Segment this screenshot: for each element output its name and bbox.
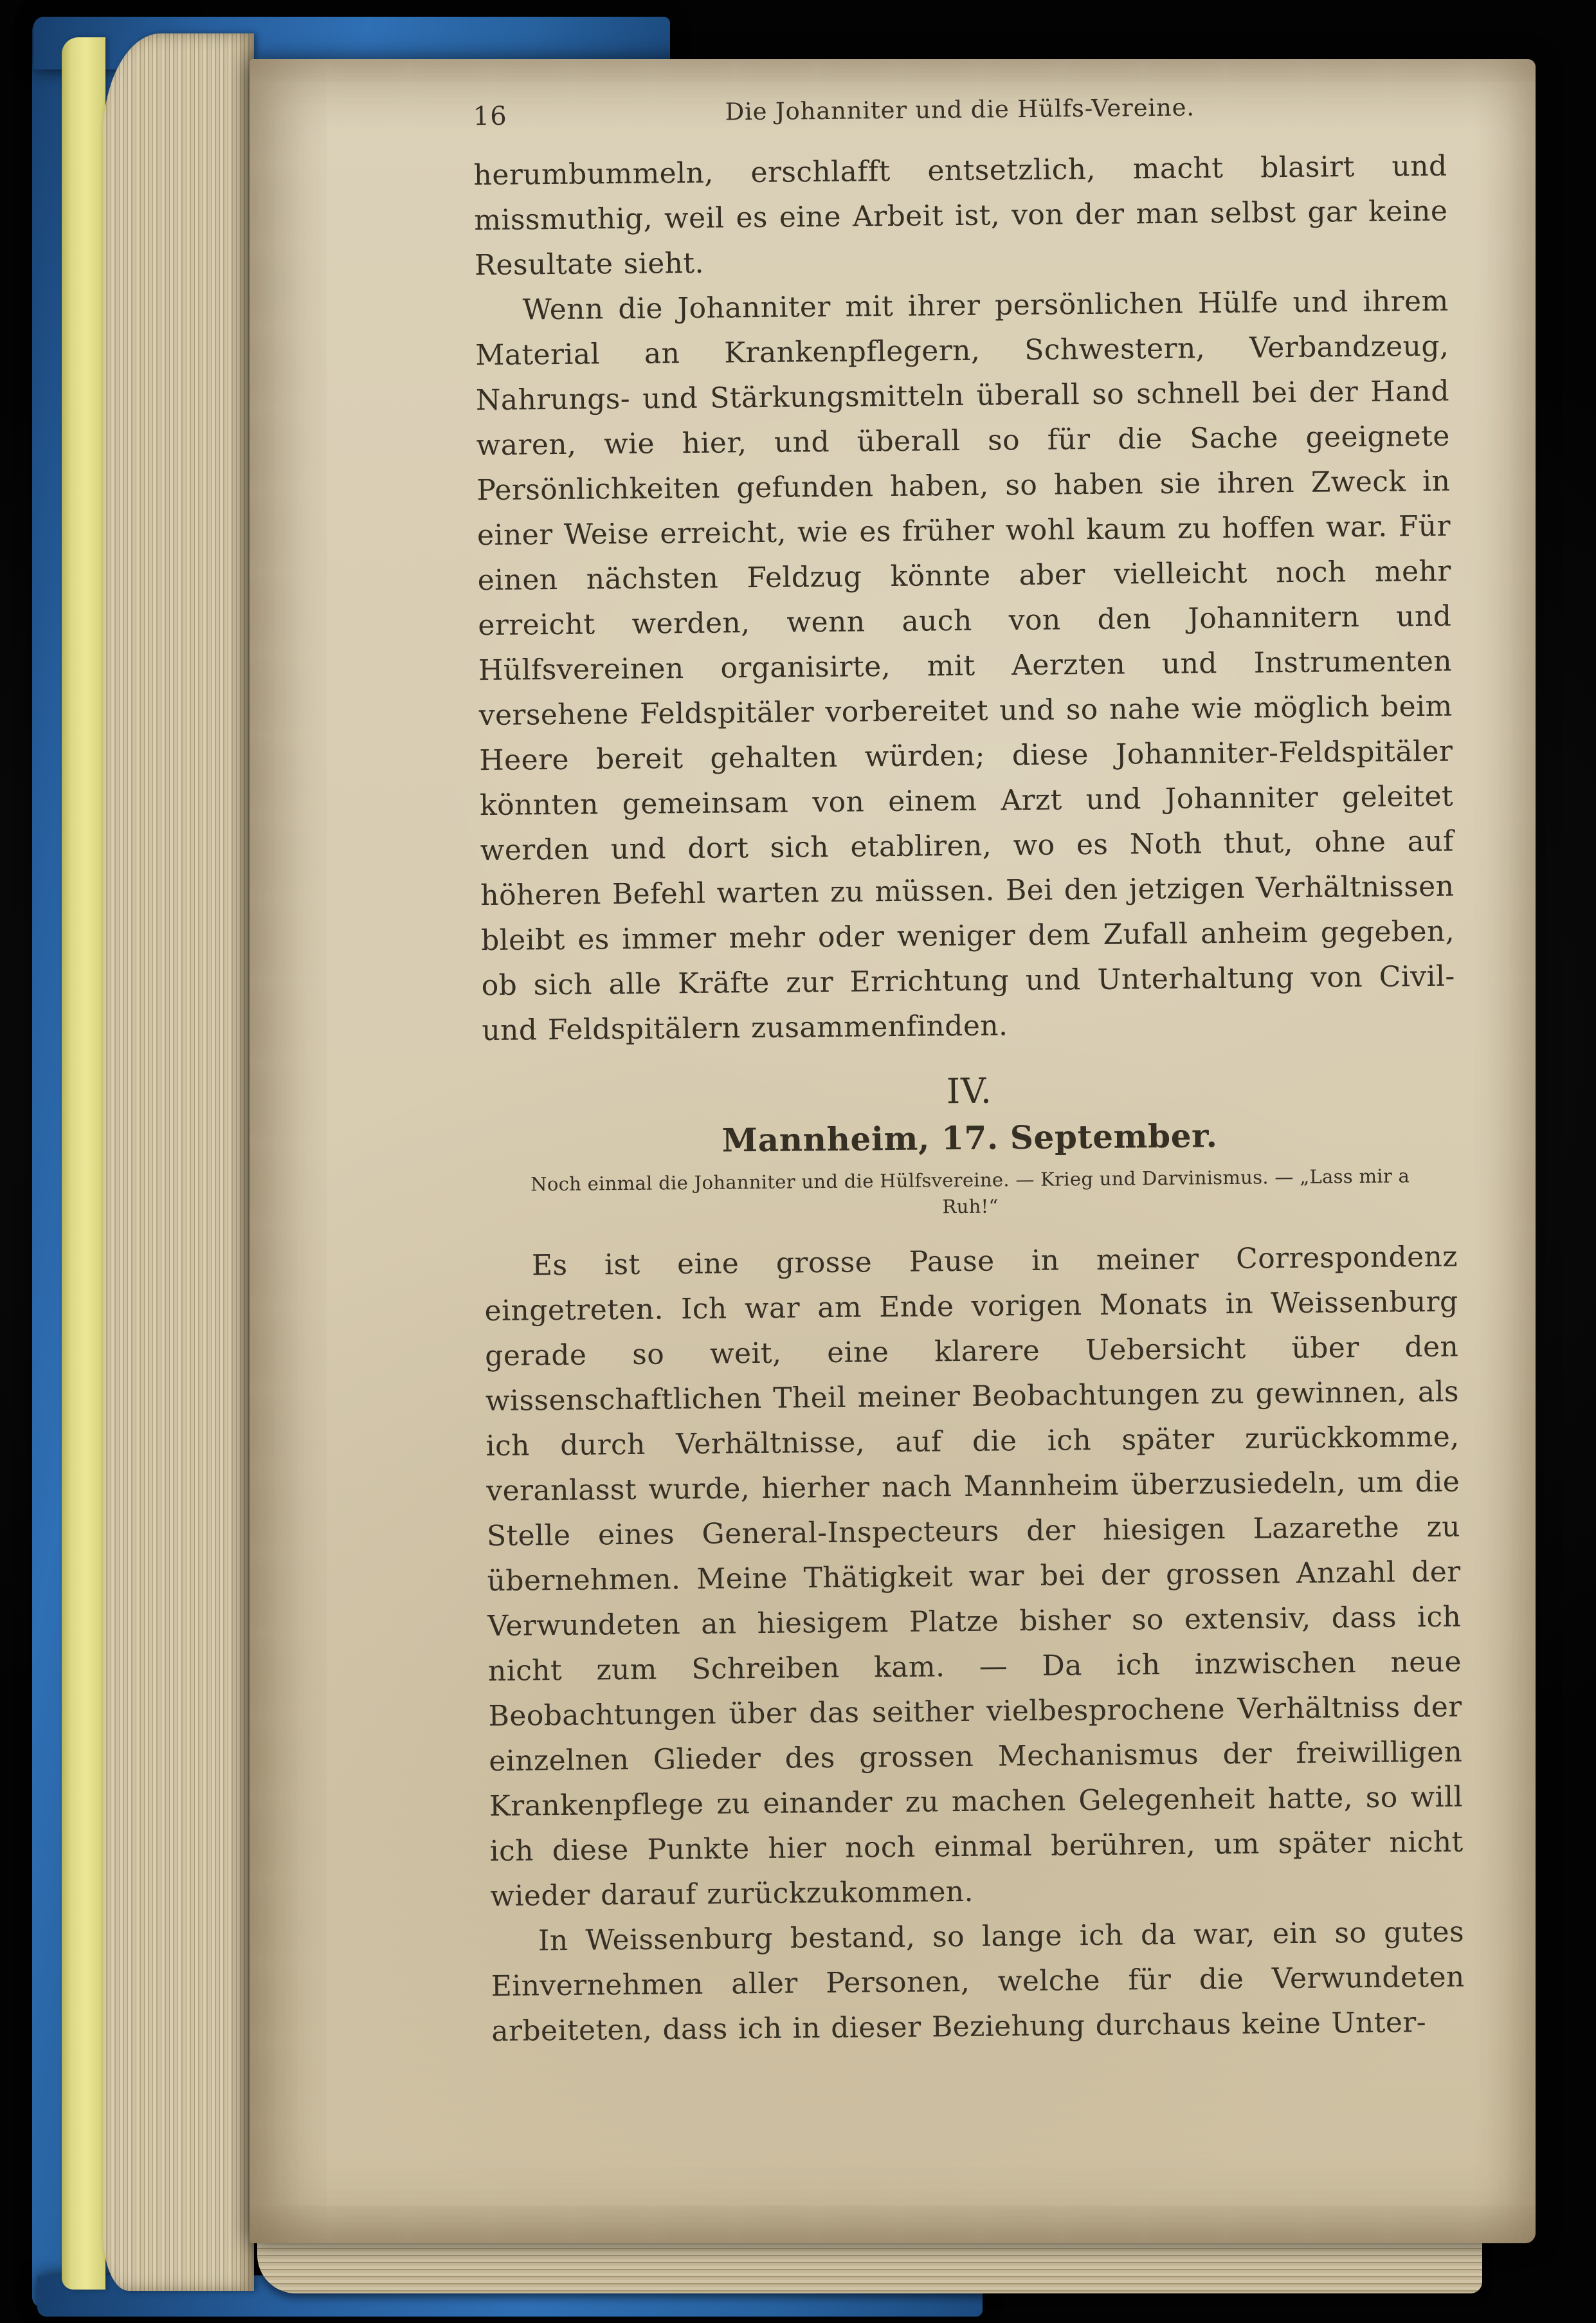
page-edges-left	[103, 33, 254, 2291]
section-numeral: IV.	[946, 1070, 993, 1112]
paragraph-3: Es ist eine grosse Pause in meiner Correspondenz eingetreten. Ich war am Ende vorigen Monats in Weissenburg gerade so weit, eine klarere Uebersicht über den wissenschaftlichen Theil meiner Beobachtungen zu gewinnen, als ich durch Verhältnisse, auf die ich später zurückkomme, veranlasst wurde, hierher nach Mannheim überzusiedeln, um die Stelle eines General-Inspecteurs der hiesigen Lazarethe zu übernehmen. Meine Thätigkeit war bei der grossen Anzahl der Verwundeten an hiesigem Platze bisher so extensiv, dass ich nicht zum Schreiben kam. — Da ich inzwischen neue Beobachtungen über das seither vielbesprochene Verhältniss der einzelnen Glieder des grossen Mechanismus der freiwilligen Krankenpflege zu einander zu machen Gelegenheit hatte, so will ich diese Punkte hier noch einmal berühren, um später nicht wieder darauf zurückzukommen.	[484, 1240, 1464, 1913]
paragraph-1: herumbummeln, erschlafft entsetzlich, macht blasirt und missmuthig, weil es eine Arbeit ist, von der man selbst gar keine Resultate sieht.	[473, 149, 1448, 282]
page-number: 16	[473, 101, 507, 132]
section-subheading: Noch einmal die Johanniter und die Hülfsvereine. — Krieg und Darvinismus. — „Lass mir a Ruh!“	[530, 1165, 1410, 1218]
paragraph-4: In Weissenburg bestand, so lange ich da war, ein so gutes Einvernehmen aller Personen, welche für die Verwundeten arbeiteten, dass ich in dieser Beziehung durchaus keine Unter-	[491, 1915, 1465, 2048]
running-header: Die Johanniter und die Hülfs-Vereine.	[725, 93, 1195, 126]
section-heading: Mannheim, 17. September.	[721, 1116, 1218, 1160]
book-page	[249, 59, 1536, 2243]
page-header	[473, 87, 1447, 137]
page-content	[241, 53, 1548, 2249]
endpaper-edge	[62, 37, 105, 2290]
paragraph-2: Wenn die Johanniter mit ihrer persönlichen Hülfe und ihrem Material an Krankenpflegern, Schwestern, Verbandzeug, Nahrungs- und Stärkungsmitteln überall so schnell bei der Hand waren, wie hier, und überall so für die Sache geeignete Persönlichkeiten gefunden haben, so haben sie ihren Zweck in einer Weise erreicht, wie es früher wohl kaum zu hoffen war. Für einen nächsten Feldzug könnte aber vielleicht noch mehr erreicht werden, wenn auch von den Johannitern und Hülfsvereinen organisirte, mit Aerzten und Instrumenten versehene Feldspitäler vorbereitet und so nahe wie möglich beim Heere bereit gehalten würden; diese Johanniter-Feldspitäler könnten gemeinsam von einem Arzt und Johanniter geleitet werden und dort sich etabliren, wo es Noth thut, ohne auf höheren Befehl warten zu müssen. Bei den jetzigen Verhältnissen bleibt es immer mehr oder weniger dem Zufall anheim gegeben, ob sich alle Kräfte zur Errichtung und Unterhaltung von Civil- und Feldspitälern zusammenfinden.	[475, 284, 1455, 1048]
